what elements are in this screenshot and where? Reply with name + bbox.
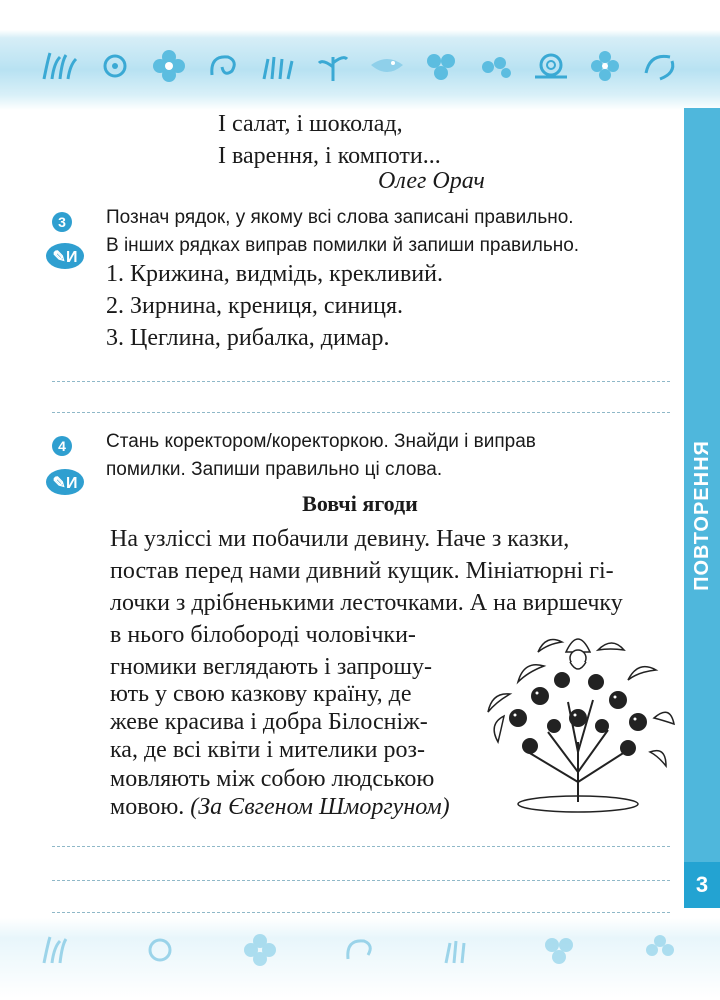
story-line: постав перед нами дивний кущик. Мініатюрні гі- [110, 558, 614, 584]
poem-block [218, 108, 638, 194]
story-line: жеве красива і добра Білосніж- [110, 709, 428, 735]
list-item: 2. Зирнина, крениця, синиця. [106, 293, 403, 319]
answer-line[interactable] [52, 880, 670, 881]
story-title: Вовчі ягоди [302, 491, 418, 516]
poem-line: І салат, і шоколад, [218, 111, 403, 137]
poem-author: Олег Орач [378, 168, 485, 194]
flower-small-icon [140, 933, 180, 967]
task3-list [106, 258, 666, 354]
svg-text:✎И: ✎И [52, 475, 78, 492]
story-line: На узліссі ми побачили девину. Наче з казки, [110, 526, 570, 552]
write-task-icon [44, 240, 86, 270]
answer-line[interactable] [52, 846, 670, 847]
flower-icon [640, 933, 680, 967]
answer-line[interactable] [52, 912, 670, 913]
story-credit: (За Євгеном Шморгуном) [190, 794, 450, 820]
swirl-icon [204, 49, 244, 83]
answer-line[interactable] [52, 412, 670, 413]
story-line: ка, де всі квіти і мителики роз- [110, 737, 425, 763]
flower-cluster-icon [540, 933, 580, 967]
snail-icon [531, 49, 571, 83]
list-item: 1. Крижина, видмідь, крекливий. [106, 261, 443, 287]
task3-instruction: Познач рядок, у якому всі слова записані правильно. В інших рядках виправ помилки й запиши правильно. [106, 207, 580, 256]
flower-small-icon [95, 49, 135, 83]
swirl-icon [640, 49, 680, 83]
story-line: в нього білобороді чоловічки- [110, 622, 416, 648]
story-line: гномики веглядають і запрошу- [110, 654, 432, 680]
task-number-badge: 4 [52, 436, 72, 456]
task-number-badge: 3 [52, 212, 72, 232]
top-ornament-row [40, 46, 680, 86]
berry-icon [476, 49, 516, 83]
story-line: ють у свою казкову країну, де [110, 681, 412, 707]
story-line: мовляють між собою людською [110, 766, 435, 792]
berry-bush-illustration [478, 622, 678, 814]
grass-icon [40, 49, 80, 83]
swirl-icon [340, 933, 380, 967]
bottom-ornament-row [40, 930, 680, 970]
flower-icon [149, 49, 189, 83]
sprout-icon [313, 49, 353, 83]
flower-cluster-icon [422, 49, 462, 83]
svg-text:✎И: ✎И [52, 249, 78, 266]
poem-line: І варення, і компоти... [218, 143, 441, 169]
task4-instruction: Стань коректором/коректоркою. Знайди і виправ помилки. Запиши правильно ці слова. [106, 431, 536, 480]
answer-line[interactable] [52, 381, 670, 382]
page-number: 3 [684, 862, 720, 908]
grass-icon [440, 933, 480, 967]
story-line-last: мовою. (За Євгеном Шморгуном) [110, 794, 450, 820]
grass-icon [40, 933, 80, 967]
flower-icon [585, 49, 625, 83]
story-line: лочки з дрібненькими лесточками. А на виршечку [110, 590, 623, 616]
bird-icon [367, 49, 407, 83]
section-label: ПОВТОРЕННЯ [690, 439, 713, 591]
list-item: 3. Цеглина, рибалка, димар. [106, 325, 390, 351]
grass-icon [258, 49, 298, 83]
flower-icon [240, 933, 280, 967]
